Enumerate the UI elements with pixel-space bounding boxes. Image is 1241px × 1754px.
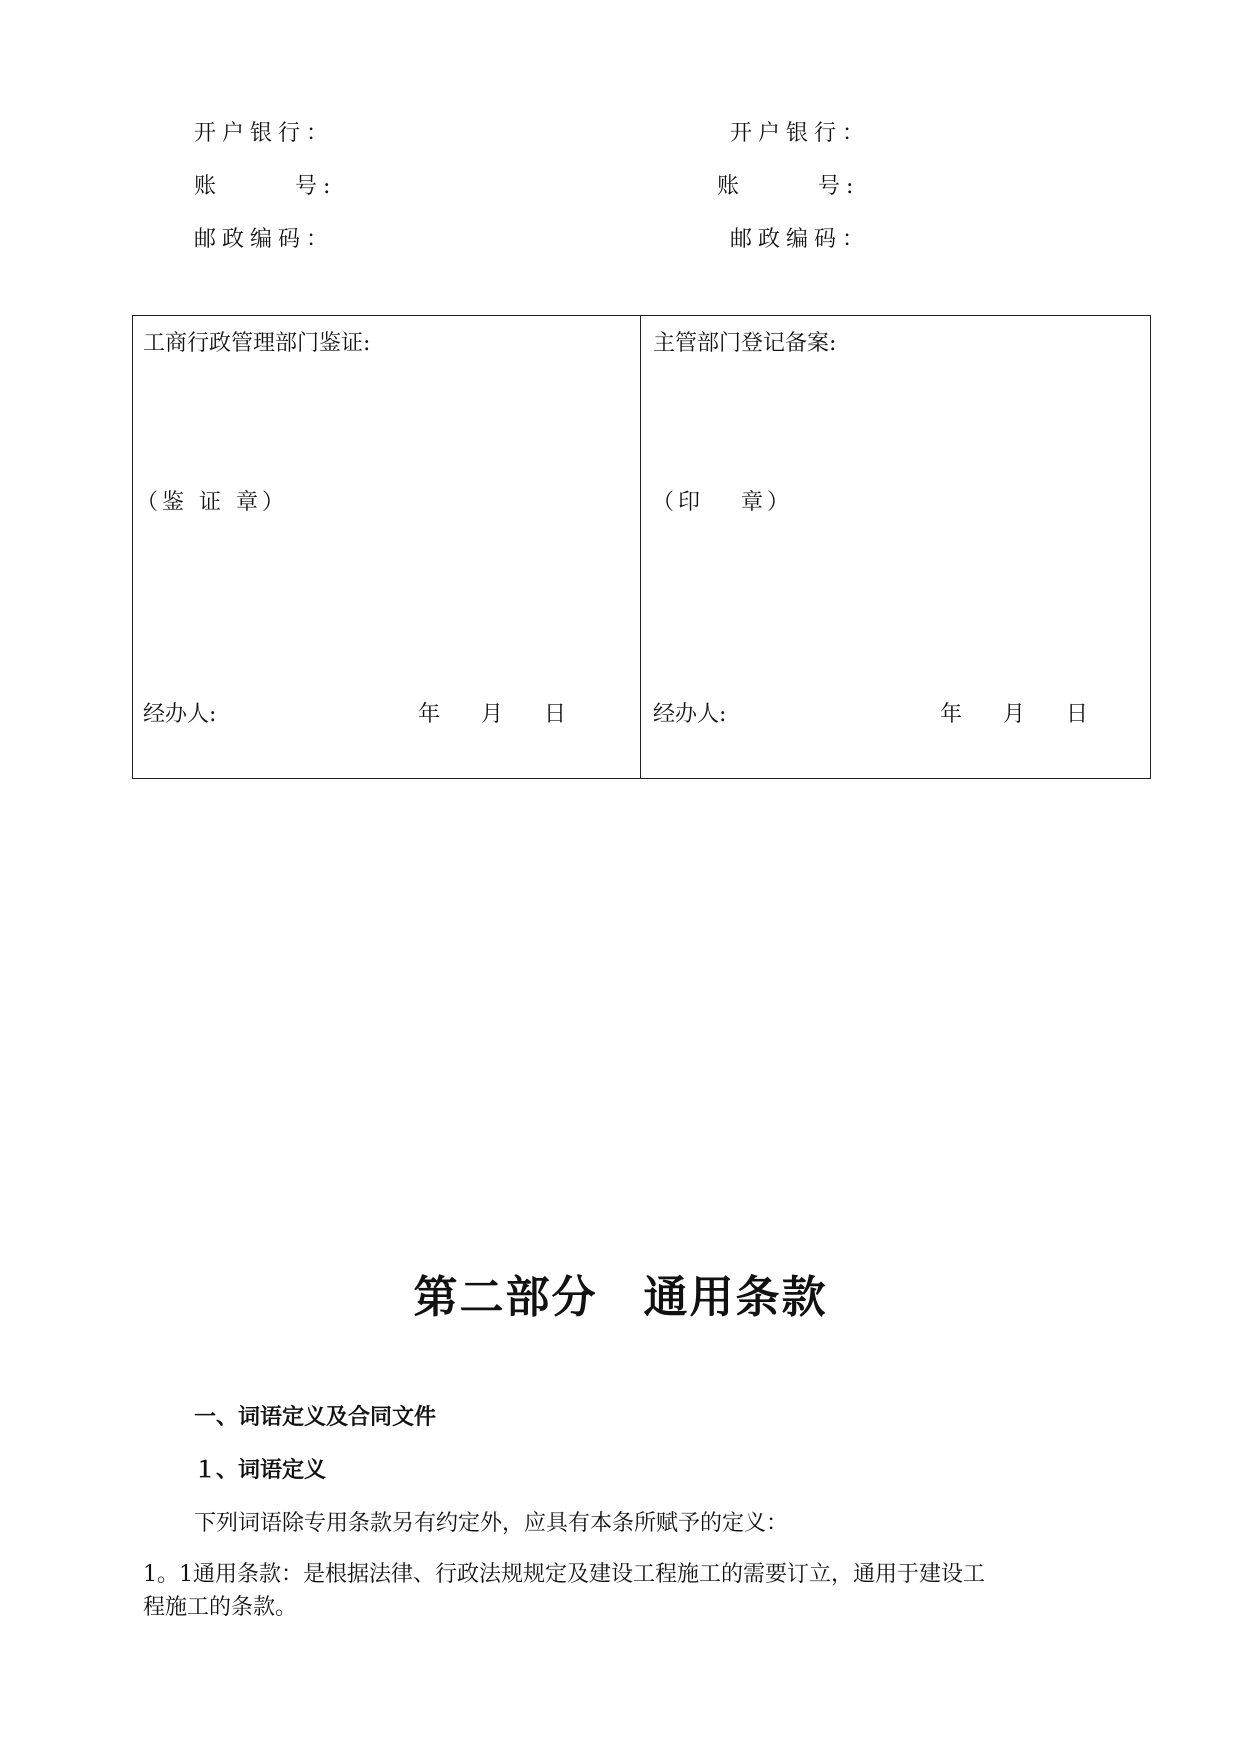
left-cell-day: 日 xyxy=(544,702,567,727)
right-account-label-a: 账 xyxy=(717,174,746,199)
left-cell-title: 工商行政管理部门鉴证: xyxy=(143,331,371,356)
right-cell-title: 主管部门登记备案: xyxy=(653,331,837,356)
left-cell-year: 年 xyxy=(418,702,441,727)
right-cell-day: 日 xyxy=(1066,702,1089,727)
left-account-label-b: 号: xyxy=(295,174,337,199)
left-cell-month: 月 xyxy=(481,702,504,727)
section-heading: 一、词语定义及合同文件 xyxy=(194,1404,437,1430)
clause-1-1-line-2: 程施工的条款。 xyxy=(143,1595,298,1620)
verification-table xyxy=(132,315,1151,779)
right-postcode-label: 邮政编码： xyxy=(730,227,871,252)
right-bank-label: 开户银行： xyxy=(730,121,871,146)
sub-heading: １、词语定义 xyxy=(194,1457,327,1483)
intro-paragraph: 下列词语除专用条款另有约定外，应具有本条所赋予的定义： xyxy=(194,1511,789,1536)
table-column-divider xyxy=(640,315,641,779)
left-cell-seal: （鉴 证 章） xyxy=(136,490,288,515)
part-title: 第二部分 通用条款 xyxy=(413,1272,828,1323)
right-account-label-b: 号: xyxy=(818,174,860,199)
right-cell-month: 月 xyxy=(1003,702,1026,727)
left-account-label-a: 账 xyxy=(194,174,223,199)
right-cell-handler: 经办人: xyxy=(653,702,727,727)
left-bank-label: 开户银行： xyxy=(194,121,335,146)
clause-1-1-line-1: 1。1通用条款：是根据法律、行政法规规定及建设工程施工的需要订立，通用于建设工 xyxy=(143,1562,985,1587)
left-cell-handler: 经办人: xyxy=(143,702,217,727)
left-postcode-label: 邮政编码： xyxy=(194,227,335,252)
right-cell-year: 年 xyxy=(940,702,963,727)
right-cell-seal: （印 章） xyxy=(652,490,793,515)
